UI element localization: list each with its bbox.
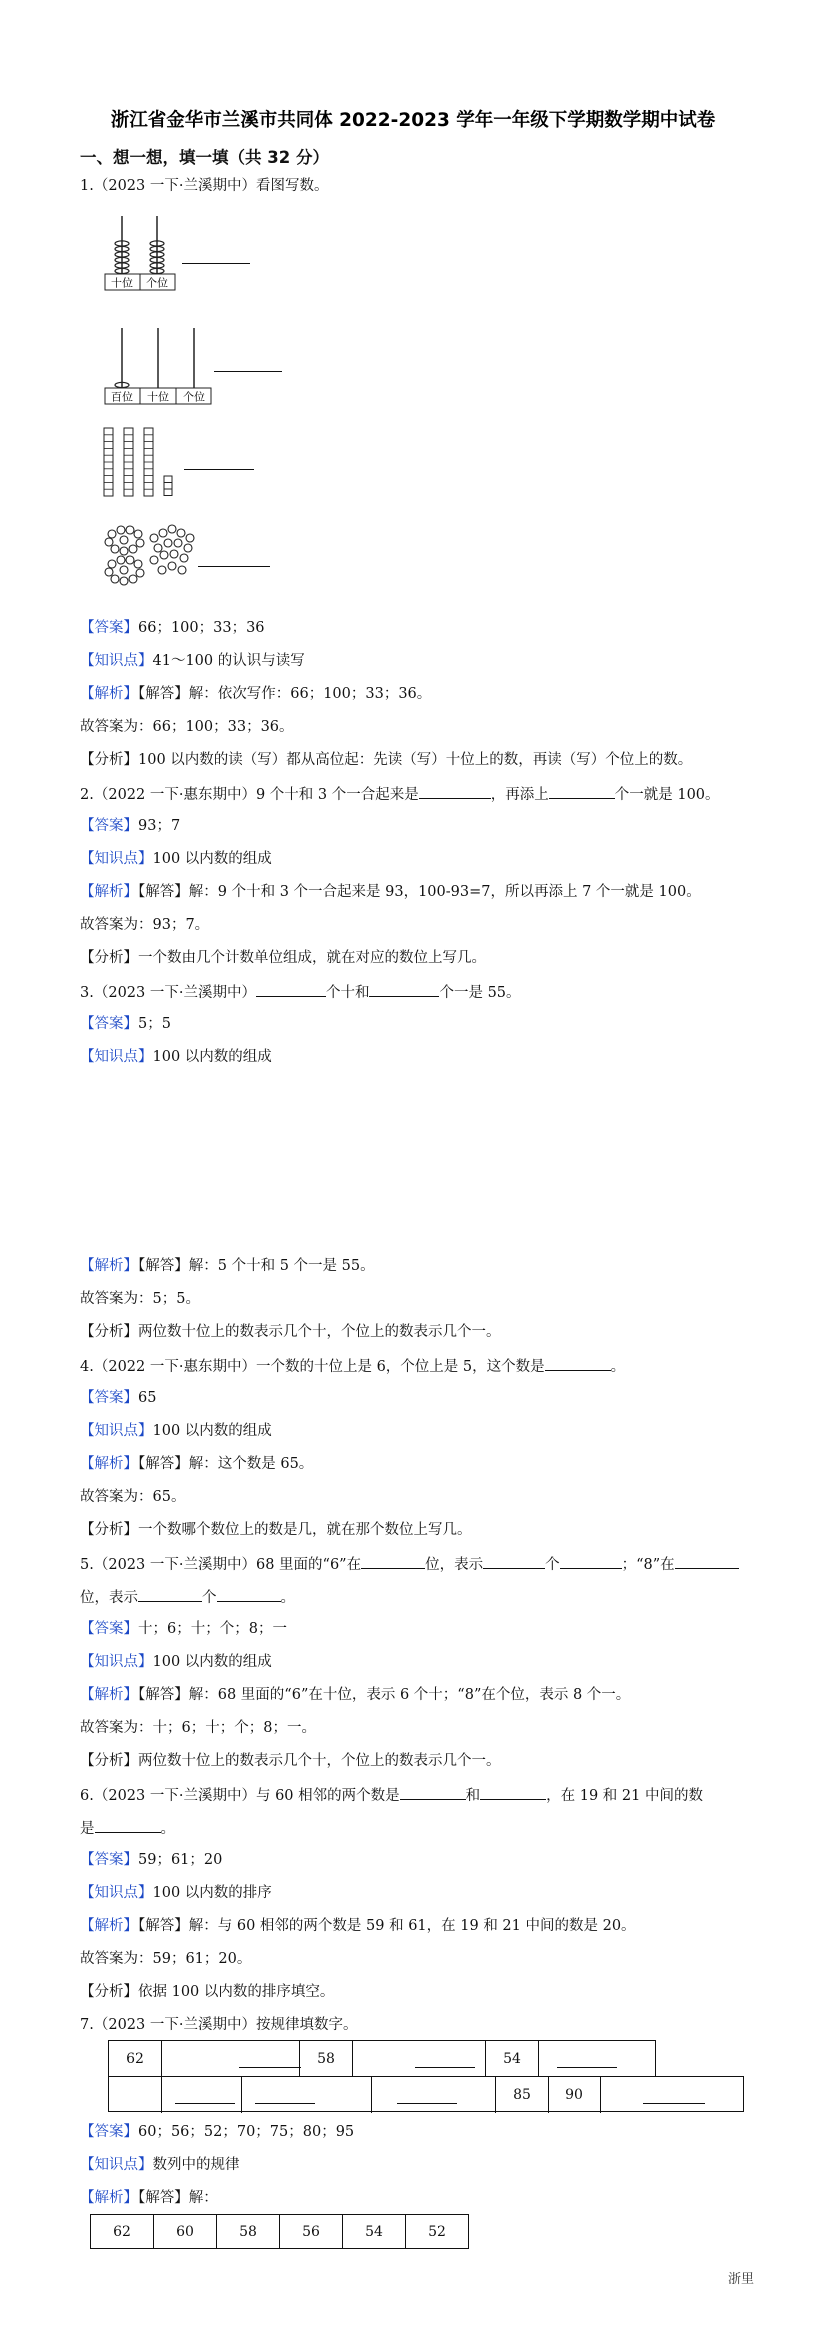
cell: 58 [299,2041,353,2077]
question-5: 5.（2023 一下·兰溪期中）68 里面的“6”在 位，表示 个 ；“8”在 [80,1553,739,1575]
question-6-cont: 是 。 [80,1817,175,1839]
q5-analysis: 【解析】【解答】解：68 里面的“6”在十位，表示 6 个十；“8”在个位，表示 8 个一。 [80,1687,631,1703]
question-1: 1.（2023 一下·兰溪期中）看图写数。 [80,178,329,194]
question-2: 2.（2022 一下·惠东期中）9 个十和 3 个一合起来是 ，再添上 个一就是 100。 [80,783,720,805]
cell [161,2077,162,2113]
q4-final: 故答案为：65。 [80,1489,186,1505]
q2-summary: 【分析】一个数由几个计数单位组成，就在对应的数位上写几。 [80,950,486,966]
q7-answer: 【答案】60；56；52；70；75；80；95 [80,2124,355,2140]
q2-final: 故答案为：93；7。 [80,917,210,933]
q7-knowledge: 【知识点】数列中的规律 [80,2157,240,2173]
q3-summary: 【分析】两位数十位上的数表示几个十，个位上的数表示几个一。 [80,1324,501,1340]
q6-final: 故答案为：59；61；20。 [80,1951,252,1967]
answer-line-4 [198,566,270,567]
cell: 62 [109,2041,162,2077]
question-3: 3.（2023 一下·兰溪期中） 个十和 个一是 55。 [80,981,521,1003]
cell: 85 [495,2077,549,2113]
beads-figure [102,524,198,588]
ten-rods-figure [100,426,180,500]
cell [161,2041,407,2077]
table-cell: 52 [406,2215,469,2249]
q6-summary: 【分析】依据 100 以内数的排序填空。 [80,1984,335,2000]
table-cell: 58 [217,2215,280,2249]
table-cell: 54 [343,2215,406,2249]
q2-answer: 【答案】93；7 [80,818,181,834]
page-title: 浙江省金华市兰溪市共同体 2022-2023 学年一年级下学期数学期中试卷 [110,110,716,131]
answer-line-3 [184,469,254,470]
q7-analysis: 【解析】【解答】解： [80,2190,218,2206]
question-4: 4.（2022 一下·惠东期中）一个数的十位上是 6，个位上是 5，这个数是 。 [80,1355,625,1377]
q4-answer: 【答案】65 [80,1390,157,1406]
abacus-figure-2 [104,326,216,406]
q2-knowledge: 【知识点】100 以内数的组成 [80,851,272,867]
q3-answer: 【答案】5；5 [80,1016,171,1032]
question-6: 6.（2023 一下·兰溪期中）与 60 相邻的两个数是 和 ，在 19 和 21 中间的数 [80,1784,703,1806]
section-title: 一、想一想，填一填（共 32 分） [80,148,329,167]
puzzle-row-2 [108,2076,744,2112]
q3-final: 故答案为：5；5。 [80,1291,200,1307]
q2-analysis: 【解析】【解答】解：9 个十和 3 个一合起来是 93，100-93=7，所以再添上 7 个一就是 100。 [80,884,701,900]
question-7: 7.（2023 一下·兰溪期中）按规律填数字。 [80,2017,358,2033]
cell: 90 [548,2077,601,2113]
table-cell: 62 [91,2215,154,2249]
abacus-label-hundreds: 百位 [111,390,133,404]
abacus-label-ones: 个位 [183,390,205,404]
q1-analysis: 【解析】【解答】解：依次写作：66；100；33；36。 [80,686,432,702]
q5-answer: 【答案】十；6；十；个；8；一 [80,1621,287,1637]
q4-summary: 【分析】一个数哪个数位上的数是几，就在那个数位上写几。 [80,1522,472,1538]
q5-summary: 【分析】两位数十位上的数表示几个十，个位上的数表示几个一。 [80,1753,501,1769]
q4-knowledge: 【知识点】100 以内数的组成 [80,1423,272,1439]
abacus-label-tens: 十位 [111,276,133,290]
q5-final: 故答案为：十；6；十；个；8；一。 [80,1720,316,1736]
q3-knowledge: 【知识点】100 以内数的组成 [80,1049,272,1065]
q1-knowledge: 【知识点】41～100 的认识与读写 [80,653,305,669]
q1-answer: 【答案】66；100；33；36 [80,620,265,636]
table-cell: 56 [280,2215,343,2249]
q6-answer: 【答案】59；61；20 [80,1852,223,1868]
q3-analysis: 【解析】【解答】解：5 个十和 5 个一是 55。 [80,1258,375,1274]
cell [371,2077,372,2113]
answer-line-2 [214,371,282,372]
page-footer: 浙里 [727,2272,754,2287]
abacus-figure-1 [104,214,184,294]
q6-analysis: 【解析】【解答】解：与 60 相邻的两个数是 59 和 61，在 19 和 21 中间的数是 20。 [80,1918,636,1934]
sequence-puzzle [108,2040,744,2114]
q1-final: 故答案为：66；100；33；36。 [80,719,294,735]
table-cell: 60 [154,2215,217,2249]
abacus-label-ones: 个位 [146,276,168,290]
cell: 54 [485,2041,539,2077]
q4-analysis: 【解析】【解答】解：这个数是 65。 [80,1456,314,1472]
abacus-label-tens: 十位 [147,390,169,404]
cell [241,2077,242,2113]
puzzle-row-1 [108,2040,656,2076]
q7-solution-table [90,2214,469,2249]
q6-knowledge: 【知识点】100 以内数的排序 [80,1885,272,1901]
q5-knowledge: 【知识点】100 以内数的组成 [80,1654,272,1670]
question-5-cont: 位，表示 个 。 [80,1586,295,1608]
answer-line-1 [182,263,250,264]
q1-summary: 【分析】100 以内数的读（写）都从高位起：先读（写）十位上的数，再读（写）个位上的数。 [80,752,693,768]
